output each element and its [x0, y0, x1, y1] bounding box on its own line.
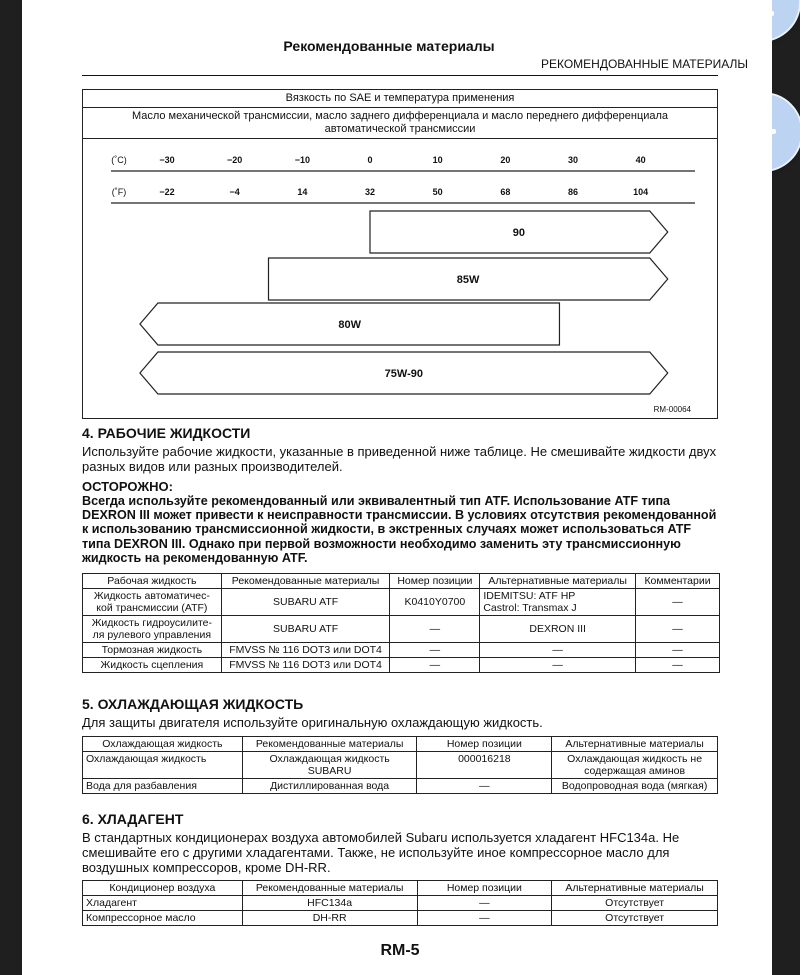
table-cell: Тормозная жидкость: [83, 643, 222, 658]
table-header: Рекомендованные материалы: [242, 881, 417, 896]
table-cell: —: [390, 643, 480, 658]
fahrenheit-tick-label: −4: [229, 187, 240, 197]
table-header-row: [83, 881, 718, 896]
page-subtitle: РЕКОМЕНДОВАННЫЕ МАТЕРИАЛЫ: [540, 57, 748, 71]
header-divider: [82, 75, 718, 76]
table-header: Кондиционер воздуха: [83, 881, 243, 896]
table-row: [83, 643, 720, 658]
viscosity-chart: [83, 90, 717, 418]
table-cell: Компрессорное масло: [83, 911, 243, 926]
fahrenheit-tick-label: 32: [364, 187, 376, 197]
table-cell: —: [636, 658, 720, 673]
table-header-row: [83, 574, 720, 589]
table-cell: HFC134a: [242, 896, 417, 911]
viscosity-bar-label: 85W: [456, 274, 480, 286]
table-cell: SUBARU ATF: [221, 589, 390, 616]
table-cell: Отсутствует: [552, 896, 718, 911]
viscosity-bar-label: 90: [512, 227, 525, 239]
table-row: [83, 616, 720, 643]
table-cell: Охлаждающая жидкость: [83, 752, 243, 779]
table-cell: —: [480, 658, 636, 673]
table-cell: —: [417, 911, 552, 926]
viscosity-bar-label: 80W: [338, 319, 362, 331]
fahrenheit-unit-label: (˚F): [111, 187, 127, 197]
table-cell: K0410Y0700: [390, 589, 480, 616]
warning-heading: ОСТОРОЖНО:: [82, 479, 173, 494]
fahrenheit-tick-label: 14: [297, 187, 308, 197]
table-cell: DEXRON III: [480, 616, 636, 643]
table-header: Альтернативные материалы: [552, 737, 718, 752]
table-row: [83, 589, 720, 616]
table-cell: FMVSS № 116 DOT3 или DOT4: [221, 658, 390, 673]
warning-text: Всегда используйте рекомендованный или эквивалентный тип ATF. Использование ATF типа DEXRON III может привести к неисправности трансмиссии. В условиях отсутствия рекомендованной к использованию трансмиссионной жидкости, в экстренных случаях может использоваться ATF типа DEXRON III. Однако при первой возможности необходимо заменить эту трансмиссионную жидкость на рекомендованную ATF.: [82, 494, 717, 565]
table-cell: Жидкость гидроусилите- ля рулевого управления: [83, 616, 222, 643]
table-cell: DH-RR: [242, 911, 417, 926]
table-cell: —: [417, 896, 552, 911]
table-header: Комментарии: [636, 574, 720, 589]
table-cell: Хладагент: [83, 896, 243, 911]
table-cell: —: [480, 643, 636, 658]
section-6-heading: 6. ХЛАДАГЕНТ: [82, 811, 184, 827]
fluids-table: [82, 573, 720, 673]
table-cell: Охлаждающая жидкость SUBARU: [242, 752, 417, 779]
table-header: Номер позиции: [390, 574, 480, 589]
table-cell: —: [636, 616, 720, 643]
table-cell: —: [390, 616, 480, 643]
celsius-unit-label: (˚C): [111, 155, 127, 165]
refrigerant-table: [82, 880, 718, 926]
figure-subcaption-line1: Масло механической трансмиссии, масло заднего дифференциала и масло переднего дифференциала: [131, 110, 669, 122]
table-row: [83, 658, 720, 673]
table-header: Номер позиции: [417, 737, 552, 752]
table-cell: —: [636, 643, 720, 658]
viscosity-figure: [82, 89, 718, 419]
celsius-tick-label: 0: [367, 155, 373, 165]
section-6-text: В стандартных кондиционерах воздуха автомобилей Subaru используется хладагент HFC134a. Не смешивайте его с другими хладагентами. Также, не используйте иное компрессорное масло для воздушных компрессоров, кроме DH-RR.: [82, 830, 680, 875]
table-cell: Жидкость сцепления: [83, 658, 222, 673]
celsius-tick-label: 40: [635, 155, 646, 165]
table-header-row: [83, 737, 718, 752]
table-header: Рекомендованные материалы: [242, 737, 417, 752]
table-cell: Отсутствует: [552, 911, 718, 926]
coolant-table: [82, 736, 718, 794]
table-header: Рабочая жидкость: [83, 574, 222, 589]
table-row: [83, 911, 718, 926]
table-header: Альтернативные материалы: [480, 574, 636, 589]
table-cell: 000016218: [417, 752, 552, 779]
fahrenheit-tick-label: −22: [159, 187, 175, 197]
table-header: Номер позиции: [417, 881, 552, 896]
celsius-tick-label: −30: [159, 155, 175, 165]
table-cell: SUBARU ATF: [221, 616, 390, 643]
section-4-heading: 4. РАБОЧИЕ ЖИДКОСТИ: [82, 425, 251, 441]
table-cell: FMVSS № 116 DOT3 или DOT4: [221, 643, 390, 658]
celsius-tick-label: 30: [567, 155, 579, 165]
figure-reference-code: RM-00064: [653, 405, 691, 414]
section-5-heading: 5. ОХЛАЖДАЮЩАЯ ЖИДКОСТЬ: [82, 696, 304, 712]
celsius-tick-label: −20: [227, 155, 243, 165]
celsius-tick-label: 10: [432, 155, 443, 165]
page-title: Рекомендованные материалы: [283, 38, 495, 54]
table-cell: Охлаждающая жидкость не содержащая аминов: [552, 752, 718, 779]
page-number: RM-5: [380, 942, 420, 959]
figure-caption: Вязкость по SAE и температура применения: [83, 90, 717, 108]
fahrenheit-tick-label: 50: [432, 187, 443, 197]
table-cell: —: [390, 658, 480, 673]
table-row: [83, 896, 718, 911]
table-cell: Вода для разбавления: [83, 779, 243, 794]
table-header: Альтернативные материалы: [552, 881, 718, 896]
table-cell: —: [417, 779, 552, 794]
section-4-text: Используйте рабочие жидкости, указанные в приведенной ниже таблице. Не смешивайте жидкости двух разных видов или разных производителей.: [82, 444, 717, 474]
figure-subcaption-line2: автоматической трансмиссии: [324, 123, 476, 135]
table-header: Рекомендованные материалы: [221, 574, 390, 589]
table-cell: —: [636, 589, 720, 616]
table-header: Охлаждающая жидкость: [83, 737, 243, 752]
table-cell: IDEMITSU: ATF HP Castrol: Transmax J: [480, 589, 636, 616]
fahrenheit-tick-label: 104: [633, 187, 649, 197]
table-cell: Жидкость автоматичес- кой трансмиссии (ATF): [83, 589, 222, 616]
table-cell: Водопроводная вода (мягкая): [552, 779, 718, 794]
fahrenheit-tick-label: 86: [567, 187, 579, 197]
fahrenheit-tick-label: 68: [500, 187, 511, 197]
table-row: [83, 779, 718, 794]
table-row: [83, 752, 718, 779]
celsius-tick-label: 20: [500, 155, 511, 165]
celsius-tick-label: −10: [294, 155, 310, 165]
viscosity-bar-label: 75W-90: [384, 368, 423, 380]
section-5-text: Для защиты двигателя используйте оригинальную охлаждающую жидкость.: [82, 715, 543, 730]
table-cell: Дистиллированная вода: [242, 779, 417, 794]
